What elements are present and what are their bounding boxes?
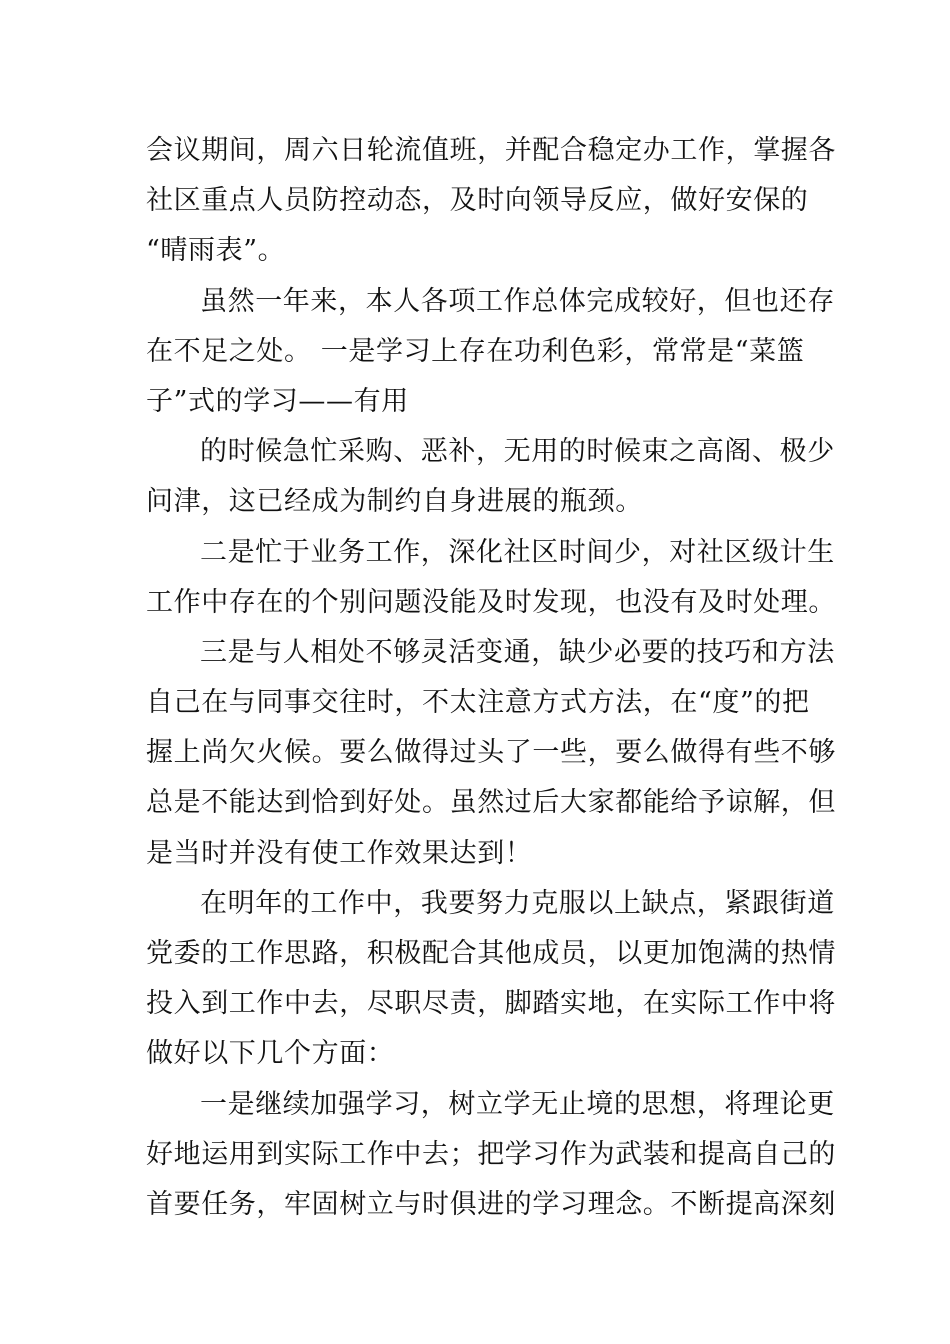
text-line: 子”式的学习——有用: [146, 385, 409, 417]
text-line: 工作中存在的个别问题没能及时发现，也没有及时处理。: [146, 586, 836, 618]
text-line: 虽然一年来，本人各项工作总体完成较好，但也还存: [200, 285, 835, 317]
text-line: 在明年的工作中，我要努力克服以上缺点，紧跟街道: [200, 887, 835, 919]
text-line: 问津，这已经成为制约自身进展的瓶颈。: [146, 486, 643, 518]
text-line: 一是继续加强学习，树立学无止境的思想，将理论更: [200, 1088, 835, 1120]
text-line: 三是与人相处不够灵活变通，缺少必要的技巧和方法: [200, 636, 835, 668]
text-line: 好地运用到实际工作中去；把学习作为武装和提高自己的: [146, 1138, 836, 1170]
text-line: 会议期间，周六日轮流值班，并配合稳定办工作，掌握各: [146, 135, 836, 166]
text-line: 党委的工作思路，积极配合其他成员，以更加饱满的热情: [146, 938, 836, 969]
text-line: 自己在与同事交往时，不太注意方式方法，在“度”的把: [146, 687, 810, 719]
text-line: 社区重点人员防控动态，及时向领导反应，做好安保的: [146, 185, 809, 217]
text-line: 的时候急忙采购、恶补，无用的时候束之高阁、极少: [200, 436, 835, 468]
document-body: [146, 126, 836, 1230]
text-line: 总是不能达到恰到好处。虽然过后大家都能给予谅解，但: [146, 787, 836, 819]
text-line: “晴雨表”。: [146, 235, 286, 267]
text-line: 在不足之处。 一是学习上存在功利色彩，常常是“菜篮: [146, 335, 805, 367]
text-line: 是当时并没有使工作效果达到！: [146, 837, 533, 869]
text-line: 二是忙于业务工作，深化社区时间少，对社区级计生: [200, 536, 835, 568]
text-line: 做好以下几个方面：: [146, 1038, 395, 1070]
text-line: 首要任务，牢固树立与时俱进的学习理念。不断提高深刻: [146, 1188, 836, 1220]
text-line: 投入到工作中去，尽职尽责，脚踏实地，在实际工作中将: [146, 988, 836, 1020]
text-line: 握上尚欠火候。要么做得过头了一些，要么做得有些不够: [146, 737, 836, 769]
